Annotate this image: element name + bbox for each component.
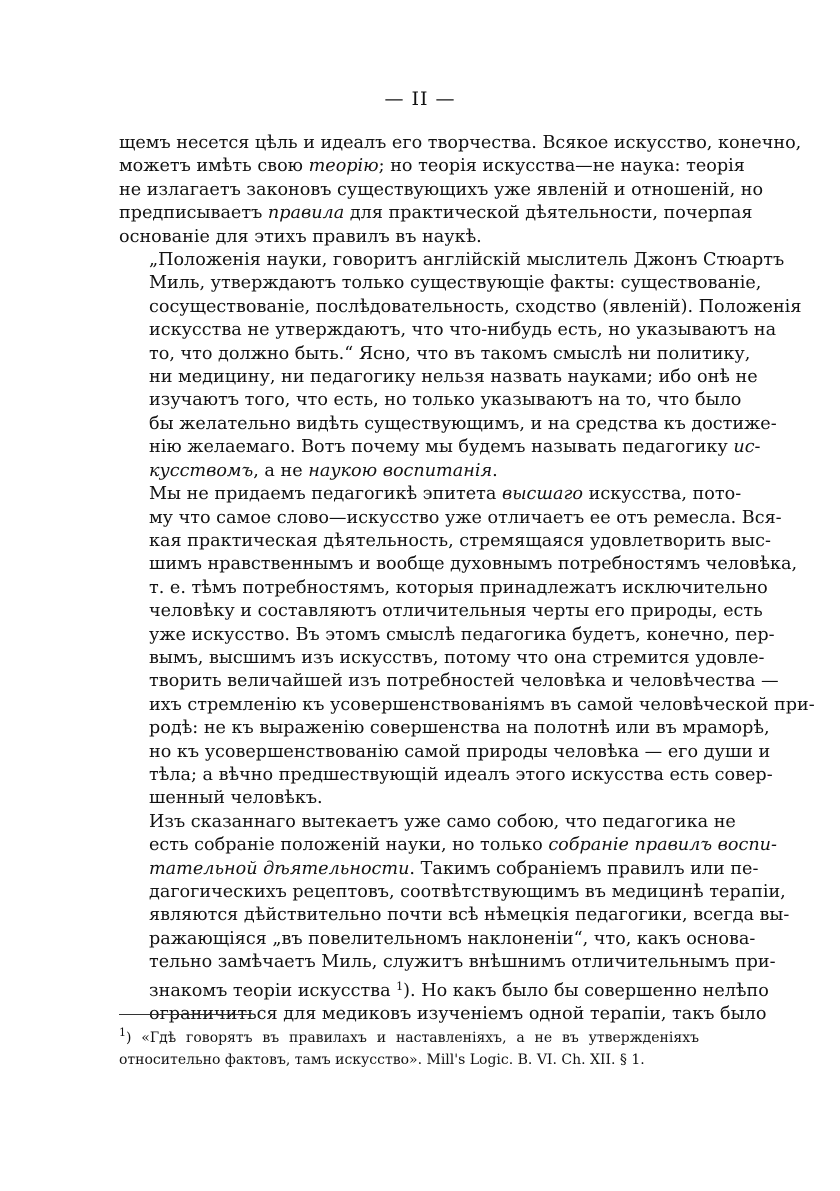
text-line bbox=[119, 975, 769, 1003]
text-line bbox=[119, 670, 779, 693]
text-line bbox=[119, 507, 782, 530]
footnote-marker: 1 bbox=[396, 979, 404, 993]
text-run: вымъ, высшимъ изъ искусствъ, потому что она стремится удовле- bbox=[149, 647, 765, 668]
text-run: дагогическихъ рецептовъ, соотвѣтствующимъ въ медицинѣ терапiи, bbox=[149, 882, 786, 902]
text-run: бы желательно видѣть существующимъ, и на средства къ достиже- bbox=[149, 413, 777, 434]
text-run: щемъ несется цѣль и идеалъ его творчества. Всякое искусство, конечно, bbox=[119, 133, 802, 153]
text-run: т. е. тѣмъ потребностямъ, которыя принадлежатъ исключительно bbox=[149, 577, 768, 598]
text-run: кусствомъ bbox=[149, 460, 254, 481]
footnote-line bbox=[119, 1022, 699, 1049]
text-line bbox=[119, 717, 770, 740]
text-line bbox=[119, 624, 775, 647]
text-run: Изъ сказаннаго вытекаетъ уже само собою, что педагогика не bbox=[149, 811, 736, 832]
text-run: Мы не придаемъ педагогикѣ эпитета bbox=[149, 484, 502, 505]
text-run: не излагаетъ законовъ существующихъ уже явленiй и отношенiй, но bbox=[119, 179, 764, 200]
text-line bbox=[119, 436, 761, 459]
text-line bbox=[119, 413, 777, 436]
text-run: кая практическая дѣятельность, стремящаяся удовлетворить выс- bbox=[149, 530, 771, 551]
text-run: можетъ имѣть свою bbox=[119, 156, 309, 177]
paragraph bbox=[119, 132, 802, 249]
paragraph bbox=[119, 249, 802, 483]
text-run: тѣла; а вѣчно предшествующiй идеалъ этого искусства есть совер- bbox=[149, 764, 773, 785]
text-line bbox=[119, 904, 790, 927]
text-line bbox=[119, 483, 742, 506]
text-line bbox=[119, 764, 773, 787]
text-run: Миль, утверждаютъ только существующiе факты: существованiе, bbox=[149, 273, 762, 294]
main-text bbox=[119, 132, 815, 1026]
text-run: основанiе для этихъ правилъ въ наукѣ. bbox=[119, 226, 482, 247]
text-run: то, что должно быть.“ Ясно, что въ такомъ смыслѣ ни политику, bbox=[149, 343, 751, 364]
text-run: человѣку и составляютъ отличительныя черты его природы, есть bbox=[149, 601, 763, 622]
text-run: родѣ: не къ выраженiю совершенства на полотнѣ или въ мраморѣ, bbox=[149, 718, 770, 739]
text-run: ; но теорiя искусства—не наука: теорiя bbox=[378, 156, 745, 177]
text-line bbox=[119, 460, 699, 483]
text-run: нiю желаемаго. Вотъ почему мы будемъ называть педагогику bbox=[149, 437, 734, 458]
text-run: му что самое слово—искусство уже отличаетъ ее отъ ремесла. Вся- bbox=[149, 507, 782, 528]
text-line bbox=[119, 249, 785, 272]
page-number: — II — bbox=[384, 88, 456, 110]
text-run: ограничиться для медиковъ изученiемъ одной терапiи, такъ было bbox=[149, 1004, 767, 1025]
text-line bbox=[119, 530, 771, 553]
text-run: . Такимъ собранiемъ правилъ или пе- bbox=[409, 858, 759, 879]
text-line bbox=[119, 132, 802, 155]
text-line bbox=[119, 343, 751, 366]
footnote-number: 1 bbox=[119, 1026, 126, 1039]
text-run: наукою воспитанiя bbox=[308, 460, 493, 481]
text-line bbox=[119, 272, 762, 295]
footnote-divider bbox=[119, 1014, 249, 1015]
text-line bbox=[119, 366, 758, 389]
text-line bbox=[119, 226, 699, 249]
text-run: изучаютъ того, что есть, но только указываютъ на то, что было bbox=[149, 390, 742, 411]
text-line bbox=[119, 928, 756, 951]
text-line bbox=[119, 951, 776, 974]
text-run: но къ усовершенствованiю самой природы человѣка — его души и bbox=[149, 741, 771, 762]
paragraph bbox=[119, 483, 815, 811]
text-line bbox=[119, 577, 768, 600]
text-line bbox=[119, 600, 763, 623]
text-run: шенный человѣкъ. bbox=[149, 788, 323, 809]
footnote-text: относительно фактовъ, тамъ искусство». Mill's Logic. B. VI. Ch. XII. § 1. bbox=[119, 1052, 645, 1068]
text-run: правила bbox=[267, 203, 345, 224]
text-run: шимъ нравственнымъ и вообще духовнымъ потребностямъ человѣка, bbox=[149, 554, 798, 575]
text-line bbox=[119, 787, 699, 810]
text-line bbox=[119, 553, 798, 576]
text-line bbox=[119, 155, 745, 178]
paragraph bbox=[119, 811, 790, 1027]
text-run: есть собранiе положенiй науки, но только bbox=[149, 835, 549, 856]
text-run: , а не bbox=[253, 460, 309, 481]
text-run: ). Но какъ было бы совершенно нелѣпо bbox=[403, 980, 769, 1001]
text-line bbox=[119, 296, 802, 319]
text-line bbox=[119, 741, 771, 764]
text-run: „Положенiя науки, говоритъ англiйскiй мыслитель Джонъ Стюартъ bbox=[149, 250, 785, 271]
text-line bbox=[119, 834, 777, 857]
text-line bbox=[119, 811, 736, 834]
text-line bbox=[119, 694, 815, 717]
text-run: тельно замѣчаетъ Миль, служитъ внѣшнимъ отличительнымъ при- bbox=[149, 952, 776, 973]
footnote-text: ) «Гдѣ говорятъ въ правилахъ и наставленiяхъ, а не въ утвержденiяхъ bbox=[126, 1030, 699, 1046]
text-line bbox=[119, 858, 759, 881]
text-line bbox=[119, 179, 764, 202]
text-run: знакомъ теорiи искусства bbox=[149, 980, 397, 1001]
text-run: ражающiяся „въ повелительномъ наклоненiи“, что, какъ основа- bbox=[149, 928, 756, 949]
text-run: являются дѣйствительно почти всѣ нѣмецкiя педагогики, всегда вы- bbox=[149, 905, 790, 926]
text-line bbox=[119, 647, 765, 670]
text-run: теорiю bbox=[308, 156, 379, 177]
text-run: . bbox=[492, 460, 498, 481]
text-line bbox=[119, 319, 777, 342]
text-run: сосуществованiе, послѣдовательность, сходство (явленiй). Положенiя bbox=[149, 296, 802, 317]
text-run: предписываетъ bbox=[119, 203, 268, 224]
text-run: тательной дѣятельности bbox=[149, 858, 410, 879]
footnote-line bbox=[119, 1049, 699, 1071]
text-run: искусства, пото- bbox=[583, 484, 742, 505]
footnotes bbox=[119, 1022, 699, 1071]
text-run: для практической дѣятельности, почерпая bbox=[344, 203, 753, 224]
text-line bbox=[119, 389, 742, 412]
text-run: высшаго bbox=[501, 484, 584, 505]
text-run: собранiе правилъ воспи- bbox=[548, 835, 777, 856]
text-run: ни медицину, ни педагогику нельзя назвать науками; ибо онѣ не bbox=[149, 367, 758, 388]
text-run: ихъ стремленiю къ усовершенствованiямъ въ самой человѣческой при- bbox=[149, 694, 815, 715]
text-run: уже искусство. Въ этомъ смыслѣ педагогика будетъ, конечно, пер- bbox=[149, 624, 775, 645]
text-line bbox=[119, 202, 753, 225]
text-run: ис- bbox=[733, 437, 761, 458]
text-run: творить величайшей изъ потребностей человѣка и человѣчества — bbox=[149, 671, 779, 692]
text-line bbox=[119, 881, 786, 904]
text-run: искусства не утверждаютъ, что что-нибудь есть, но указываютъ на bbox=[149, 320, 777, 341]
